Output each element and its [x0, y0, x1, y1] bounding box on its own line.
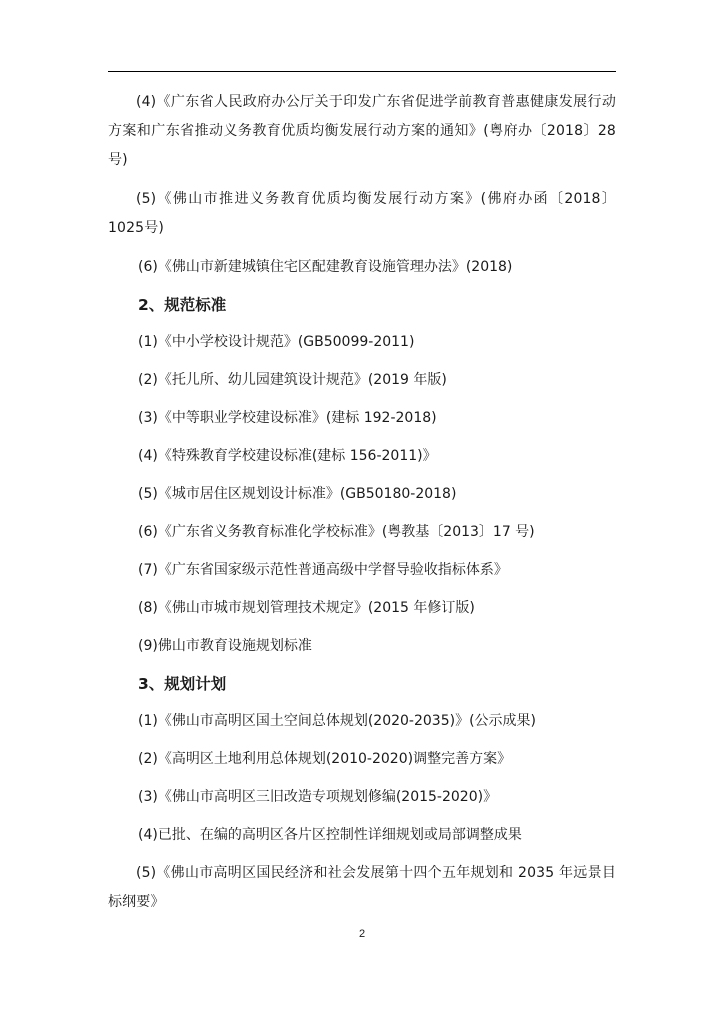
plan-item-3: (3)《佛山市高明区三旧改造专项规划修编(2015-2020)》: [138, 789, 498, 805]
standard-item-5: (5)《城市居住区规划设计标准》(GB50180-2018): [138, 486, 457, 502]
standard-item-1: (1)《中小学校设计规范》(GB50099-2011): [138, 334, 415, 350]
standard-item-8: (8)《佛山市城市规划管理技术规定》(2015 年修订版): [138, 600, 475, 616]
document-body: [108, 88, 616, 917]
plan-item-1: (1)《佛山市高明区国土空间总体规划(2020-2035)》(公示成果): [138, 713, 536, 729]
regulation-paragraph-5: (5)《佛山市推进义务教育优质均衡发展行动方案》(佛府办函〔2018〕1025号): [108, 191, 616, 236]
standard-item-2: (2)《托儿所、幼儿园建筑设计规范》(2019 年版): [138, 372, 447, 388]
plan-item-2: (2)《高明区土地利用总体规划(2010-2020)调整完善方案》: [138, 751, 512, 767]
section-heading-standards: 2、规范标准: [138, 296, 227, 314]
header-rule: [108, 71, 616, 72]
section-heading-plans: 3、规划计划: [138, 675, 227, 693]
plan-item-4: (4)已批、在编的高明区各片区控制性详细规划或局部调整成果: [138, 827, 522, 843]
standard-item-6: (6)《广东省义务教育标准化学校标准》(粤教基〔2013〕17 号): [138, 524, 535, 540]
standard-item-7: (7)《广东省国家级示范性普通高级中学督导验收指标体系》: [138, 562, 508, 578]
regulation-item-6: (6)《佛山市新建城镇住宅区配建教育设施管理办法》(2018): [138, 259, 513, 275]
plan-paragraph-5: (5)《佛山市高明区国民经济和社会发展第十四个五年规划和 2035 年远景目标纲要》: [108, 865, 616, 910]
page-number: 2: [358, 928, 366, 940]
standard-item-3: (3)《中等职业学校建设标准》(建标 192-2018): [138, 410, 437, 426]
standard-item-4: (4)《特殊教育学校建设标准(建标 156-2011)》: [138, 448, 437, 464]
standard-item-9: (9)佛山市教育设施规划标准: [138, 638, 312, 654]
regulation-paragraph-4: (4)《广东省人民政府办公厅关于印发广东省促进学前教育普惠健康发展行动方案和广东省推动义务教育优质均衡发展行动方案的通知》(粤府办〔2018〕28号): [108, 94, 616, 168]
